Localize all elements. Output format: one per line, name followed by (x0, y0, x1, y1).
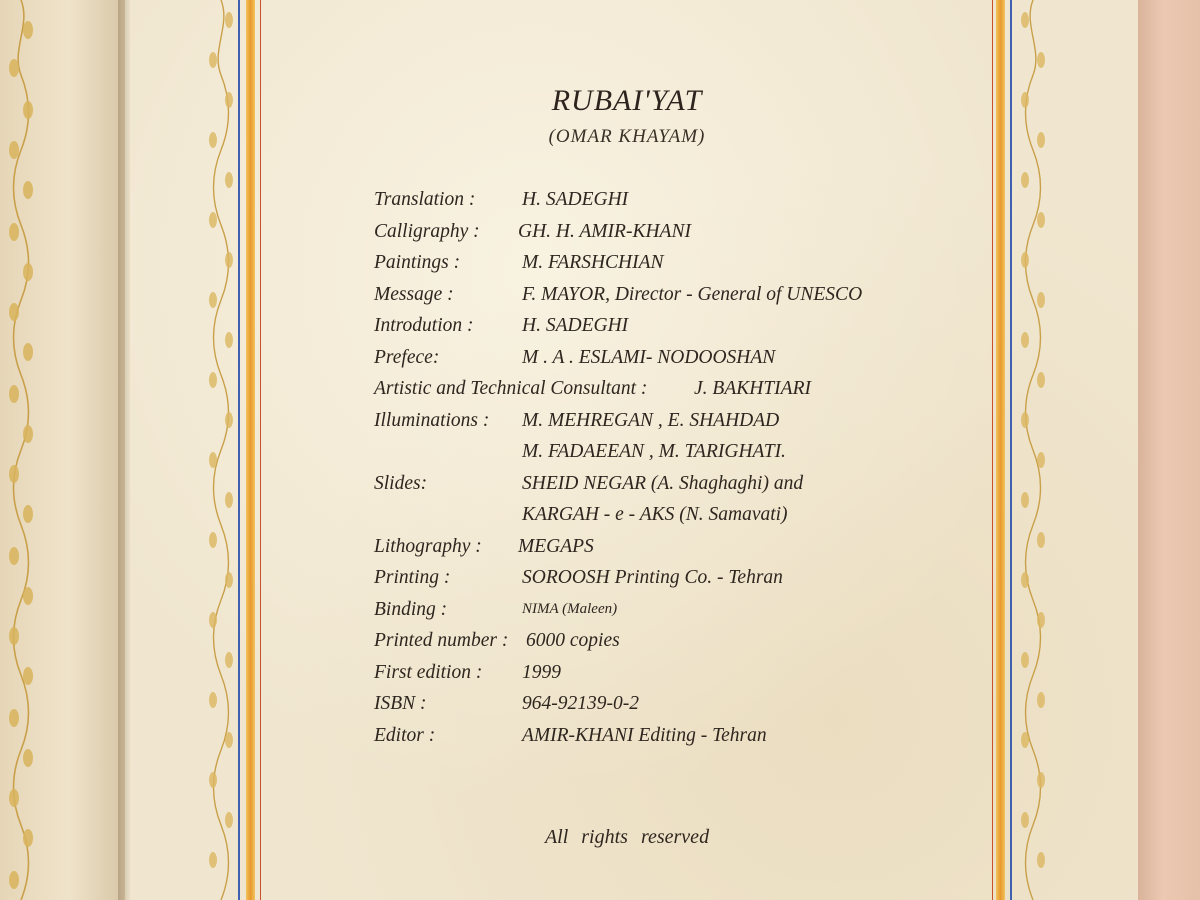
credit-row (374, 184, 974, 216)
credit-row (374, 625, 974, 657)
left-page-vine-ornament (4, 0, 38, 900)
credit-row (374, 373, 974, 405)
credit-value: KARGAH - e - AKS (N. Samavati) (522, 504, 788, 525)
frame-line-blue-right (1010, 0, 1012, 900)
credit-row (374, 688, 974, 720)
credit-label: Printed number : (374, 630, 509, 651)
credit-value: M. MEHREGAN , E. SHAHDAD (522, 409, 780, 431)
right-vine-ornament (1016, 0, 1050, 900)
page-text-block (262, 0, 992, 900)
frame-line-red-left (260, 0, 261, 900)
table-surface (1138, 0, 1200, 900)
credit-value: 964-92139-0-2 (522, 693, 639, 714)
credit-value: M . A . ESLAMI- NODOOSHAN (522, 346, 776, 368)
rights-notice: All rights reserved (544, 826, 710, 848)
credit-row (374, 342, 974, 374)
frame-line-red-right (992, 0, 993, 900)
credit-value: SHEID NEGAR (A. Shaghaghi) and (522, 472, 804, 494)
credit-label: First edition : (374, 661, 483, 683)
credit-row (374, 436, 974, 468)
credit-row (374, 247, 974, 279)
credit-row (374, 310, 974, 342)
credit-label: Slides: (374, 472, 428, 494)
credit-value: 1999 (522, 661, 561, 683)
credit-value: 6000 copies (526, 630, 620, 651)
credit-row (374, 720, 974, 752)
credit-row (374, 562, 974, 594)
credits-list (374, 184, 974, 751)
credit-label: Paintings : (374, 252, 461, 273)
credit-value: M. FADAEEAN , M. TARIGHATI. (522, 441, 786, 462)
frame-line-gold-left (246, 0, 255, 900)
credit-value: M. FARSHCHIAN (522, 252, 664, 273)
credit-label: Printing : (374, 567, 451, 588)
credit-label: Artistic and Technical Consultant : (374, 378, 648, 399)
credit-value: NIMA (Maleen) (522, 600, 618, 617)
credit-row (374, 531, 974, 563)
frame-line-blue-left (238, 0, 240, 900)
credit-value: H. SADEGHI (522, 189, 629, 210)
credit-label: Editor : (374, 724, 436, 746)
book-author: (OMAR KHAYAM) (548, 126, 706, 147)
book-title: RUBAI'YAT (551, 84, 703, 117)
credit-label: ISBN : (374, 693, 427, 714)
credit-row (374, 594, 974, 626)
credit-row (374, 216, 974, 248)
credit-value: AMIR-KHANI Editing - Tehran (522, 724, 767, 746)
credit-label: Introdution : (374, 315, 474, 336)
credit-row (374, 499, 974, 531)
inner-left-vine-ornament (204, 0, 238, 900)
credit-value: F. MAYOR, Director - General of UNESCO (522, 283, 863, 305)
credit-value: GH. H. AMIR-KHANI (518, 220, 691, 242)
credit-row (374, 468, 974, 500)
frame-line-gold-right (996, 0, 1005, 900)
credit-value: J. BAKHTIARI (694, 378, 811, 399)
credit-label: Prefece: (374, 346, 440, 368)
credit-label: Illuminations : (374, 409, 490, 431)
credit-row (374, 279, 974, 311)
credit-label: Translation : (374, 189, 476, 210)
credit-value: H. SADEGHI (522, 315, 629, 336)
credit-value: SOROOSH Printing Co. - Tehran (522, 567, 783, 588)
credit-row (374, 405, 974, 437)
credit-label: Binding : (374, 598, 448, 620)
credit-value: MEGAPS (518, 535, 594, 557)
credit-label: Lithography : (374, 535, 482, 557)
credit-label: Message : (374, 283, 454, 305)
credit-row (374, 657, 974, 689)
credit-label: Calligraphy : (374, 220, 480, 242)
